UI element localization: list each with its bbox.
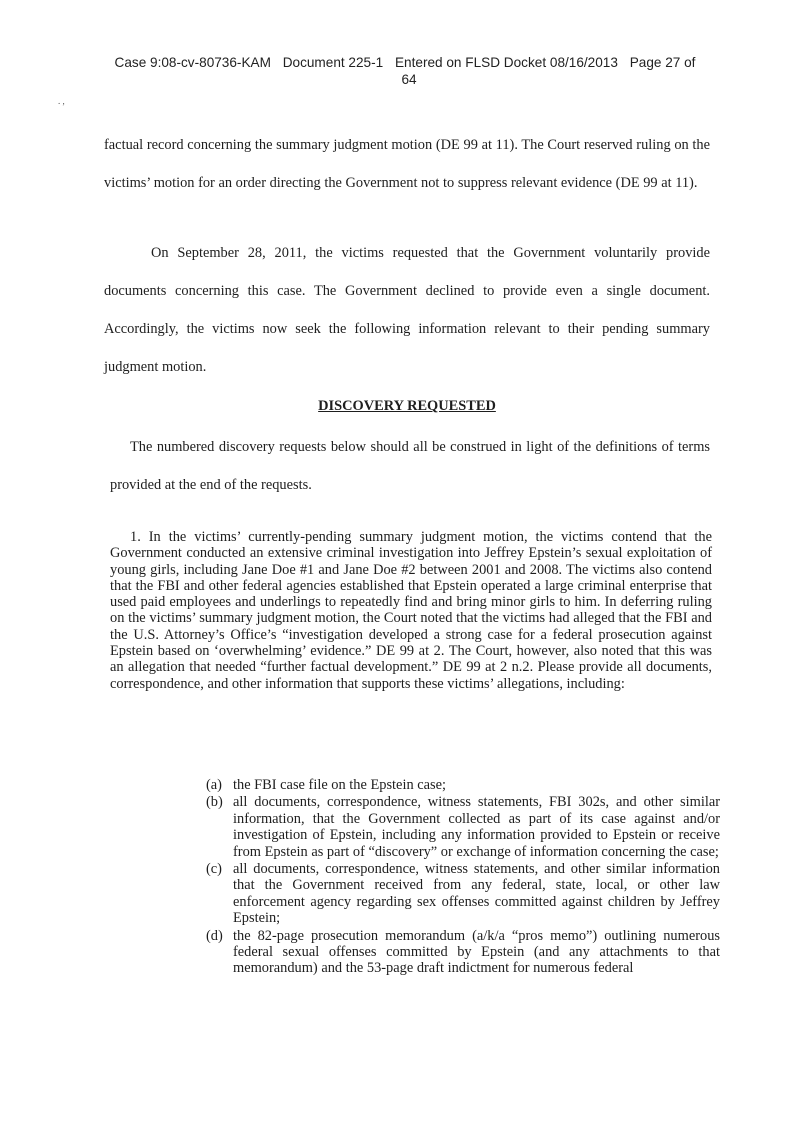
document-number: Document 225-1	[282, 55, 384, 70]
intro-paragraph	[110, 428, 710, 504]
list-item	[206, 861, 720, 927]
item-marker: (a)	[206, 777, 222, 793]
paragraph-continuation	[104, 126, 710, 202]
court-filing-header	[60, 54, 750, 88]
paragraph-text: factual record concerning the summary judgment motion (DE 99 at 11). The Court reserved ruling on the victims’ motion for an order directing the Government not to suppress relevant evidence (DE 99 at 11).	[104, 137, 710, 191]
page-number: Page 27 of	[629, 55, 696, 70]
section-heading: DISCOVERY REQUESTED	[318, 398, 496, 414]
paragraph-text: On September 28, 2011, the victims requested that the Government voluntarily provide documents concerning this case. The Government declined to provide even a single document. Accordingly, the victims now seek the following information relevant to their pending summary judgment motion.	[104, 245, 710, 375]
item-text: the FBI case file on the Epstein case;	[233, 777, 446, 793]
case-number: Case 9:08-cv-80736-KAM	[114, 55, 271, 70]
docket-entry: Entered on FLSD Docket 08/16/2013	[394, 55, 618, 70]
item-marker: (b)	[206, 794, 223, 811]
item-text: all documents, correspondence, witness statements, FBI 302s, and other similar information, that the Government collected as part of its case against and/or investigation of Epstein, including any information provided to Epstein or receive from Epstein as part of “discovery” or exchange of information concerning the case;	[233, 794, 720, 860]
paragraph-september-request	[104, 234, 710, 386]
item-marker: (d)	[206, 927, 223, 944]
item-text: all documents, correspondence, witness statements, and other similar information that the Government received from any federal, state, local, or other law enforcement agency regarding sex offenses committed against children by Jeffrey Epstein;	[233, 861, 720, 927]
request-1-subitems	[206, 777, 720, 978]
paragraph-text: The numbered discovery requests below should all be construed in light of the definitions of terms provided at the end of the requests.	[110, 439, 710, 493]
discovery-request-1	[110, 529, 712, 692]
list-item	[206, 777, 720, 793]
request-text: In the victims’ currently-pending summary judgment motion, the victims contend that the Government conducted an extensive criminal investigation into Jeffrey Epstein’s sexual exploitation of young girls, including Jane Doe #1 and Jane Doe #2 between 2001 and 2008. The victims also contend that the FBI and other federal agencies established that Epstein operated a large criminal enterprise that used paid employees and underlings to repeatedly find and bring minor girls to him. In deferring ruling on the victims’ summary judgment motion, the Court noted that the victims had alleged that the FBI and the U.S. Attorney’s Office’s “investigation developed a strong case for a federal prosecution against Epstein based on ‘overwhelming’ evidence.” DE 99 at 2. The Court, however, also noted that this was an allegation that needed “further factual development.” DE 99 at 2 n.2. Please provide all documents, correspondence, and other information that supports these victims’ allegations, including:	[110, 529, 712, 692]
list-item	[206, 928, 720, 977]
scan-specks: . ,	[58, 96, 65, 106]
request-number: 1.	[130, 529, 141, 545]
list-item	[206, 794, 720, 860]
item-marker: (c)	[206, 861, 222, 878]
page-total: 64	[401, 72, 417, 87]
item-text: the 82-page prosecution memorandum (a/k/a “pros memo”) outlining numerous federal sexual offenses committed by Epstein (and any attachments to that memorandum) and the 53-page draft indictment for numerous federal	[233, 927, 720, 977]
